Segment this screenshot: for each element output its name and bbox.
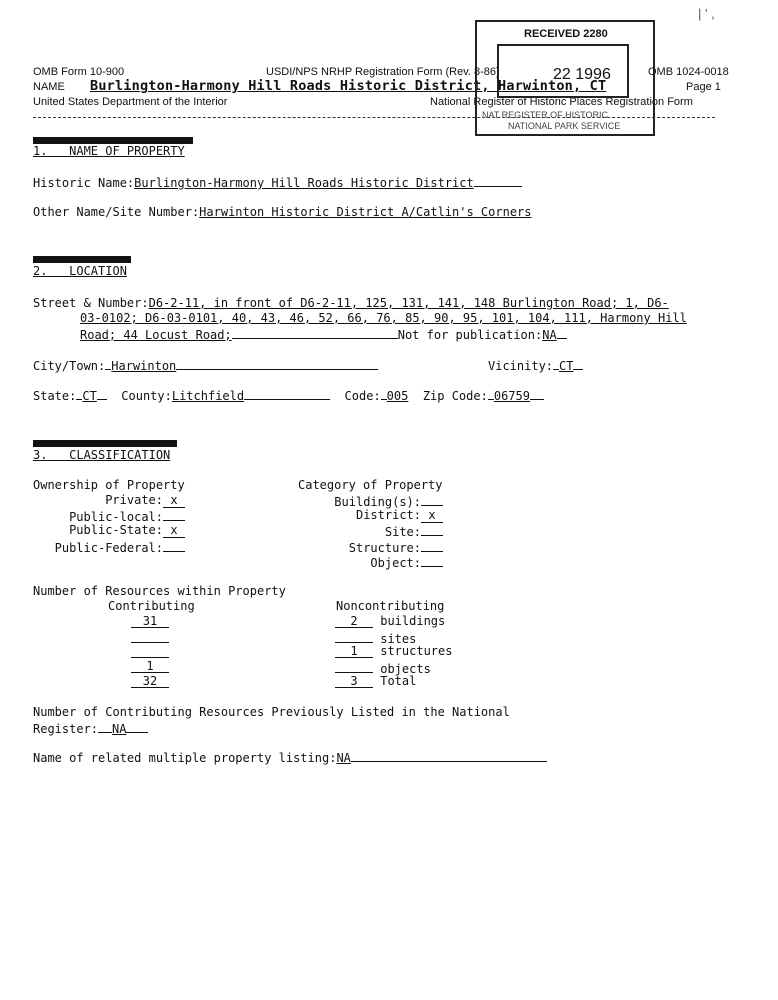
category-district: District: x: [356, 508, 443, 523]
category-object: Object:: [370, 554, 443, 570]
county-label: County:: [121, 389, 172, 403]
multiple-property-row: [33, 749, 547, 765]
ownership-private: Private: x: [105, 493, 185, 508]
ownership-public-federal: Public-Federal:: [55, 539, 185, 555]
zip-label: Zip Code:: [422, 389, 488, 403]
ownership-heading: Ownership of Property: [33, 478, 185, 492]
page-number: Page 1: [686, 81, 721, 93]
resources-row-total: 32: [131, 674, 169, 688]
category-structure: Structure:: [349, 539, 443, 555]
section-2-heading: 2. LOCATION: [33, 264, 127, 278]
previously-listed-row: [33, 720, 148, 736]
section-3-bar: [33, 440, 177, 447]
contributing-label: Contributing: [108, 599, 195, 613]
document-title: Burlington-Harmony Hill Roads Historic District, Harwinton, CT: [90, 78, 607, 94]
received-stamp-text: RECEIVED 2280: [524, 28, 608, 40]
section-3-heading: 3. CLASSIFICATION: [33, 448, 171, 462]
name-label: NAME: [33, 81, 65, 93]
other-name-label: Other Name/Site Number:: [33, 205, 200, 219]
multiple-property-label: Name of related multiple property listing:: [33, 751, 337, 765]
omb-number: OMB 1024-0018: [648, 66, 729, 78]
code-value: 005: [386, 389, 409, 403]
resources-heading: Number of Resources within Property: [33, 584, 286, 598]
previously-listed-line: Number of Contributing Resources Previously Listed in the National: [33, 705, 510, 719]
ownership-public-state: Public-State: x: [69, 523, 185, 538]
multiple-property-value: NA: [336, 751, 351, 765]
street-line-2: 03-0102; D6-03-0101, 40, 43, 46, 52, 66, 76, 85, 90, 95, 101, 104, 111, Harmony Hill: [80, 311, 687, 325]
register-label: Register:: [33, 722, 99, 736]
historic-name-value: Burlington-Harmony Hill Roads Historic District: [134, 176, 474, 190]
county-value: Litchfield: [171, 389, 245, 403]
stamp-nat-register: NAT REGISTER OF HISTORIC: [482, 110, 609, 120]
category-buildings: Building(s):: [334, 493, 443, 509]
street-line-3: Road; 44 Locust Road;: [80, 328, 232, 342]
resources-row-structures-nc: 1 structures: [335, 644, 452, 658]
resources-row-buildings-nc: 2 buildings: [335, 614, 445, 628]
vicinity-row: [488, 357, 583, 373]
resources-row-total-nc: 3 Total: [335, 674, 416, 688]
section-1-bar: [33, 137, 193, 144]
corner-mark: | ' ,: [698, 6, 715, 21]
usdi-form-label: USDI/NPS NRHP Registration Form (Rev. 8-86): [266, 66, 500, 78]
zip-value: 06759: [493, 389, 530, 403]
street-row: [33, 296, 669, 310]
section-2-bar: [33, 256, 131, 263]
vicinity-value: CT: [559, 359, 574, 373]
state-label: State:: [33, 389, 77, 403]
previously-listed-value: NA: [112, 722, 127, 736]
resources-row-objects: 1: [131, 659, 169, 673]
street-row-3: [80, 326, 567, 342]
historic-name-row: [33, 174, 522, 190]
omb-form-label: OMB Form 10-900: [33, 66, 125, 78]
state-row: [33, 387, 544, 403]
vicinity-label: Vicinity:: [488, 359, 554, 373]
street-label: Street & Number:: [33, 296, 149, 310]
other-name-row: [33, 205, 532, 219]
stamp-park-service: NATIONAL PARK SERVICE: [508, 121, 621, 131]
resources-row-buildings: 31: [131, 614, 169, 628]
section-1-heading: 1. NAME OF PROPERTY: [33, 144, 185, 158]
noncontributing-label: Noncontributing: [336, 599, 445, 613]
other-name-value: Harwinton Historic District A/Catlin's Corners: [199, 205, 532, 219]
street-line-1: D6-2-11, in front of D6-2-11, 125, 131, 141, 148 Burlington Road; 1, D6-: [148, 296, 669, 310]
stamp-date: 22 1996: [553, 66, 611, 83]
department-label: United States Department of the Interior: [33, 96, 228, 108]
not-for-publication-value: NA: [542, 328, 557, 342]
not-for-publication-label: Not for publication:: [397, 328, 543, 342]
city-row: [33, 357, 378, 373]
resources-row-sites-nc: sites: [335, 629, 416, 646]
register-label: National Register of Historic Places Registration Form: [430, 96, 693, 108]
category-heading: Category of Property: [298, 478, 443, 492]
historic-name-label: Historic Name:: [33, 176, 135, 190]
resources-row-objects-nc: objects: [335, 659, 431, 676]
category-site: Site:: [385, 523, 443, 539]
code-label: Code:: [344, 389, 381, 403]
city-label: City/Town:: [33, 359, 106, 373]
state-value: CT: [82, 389, 97, 403]
city-value: Harwinton: [111, 359, 177, 373]
ownership-public-local: Public-local:: [69, 508, 185, 524]
